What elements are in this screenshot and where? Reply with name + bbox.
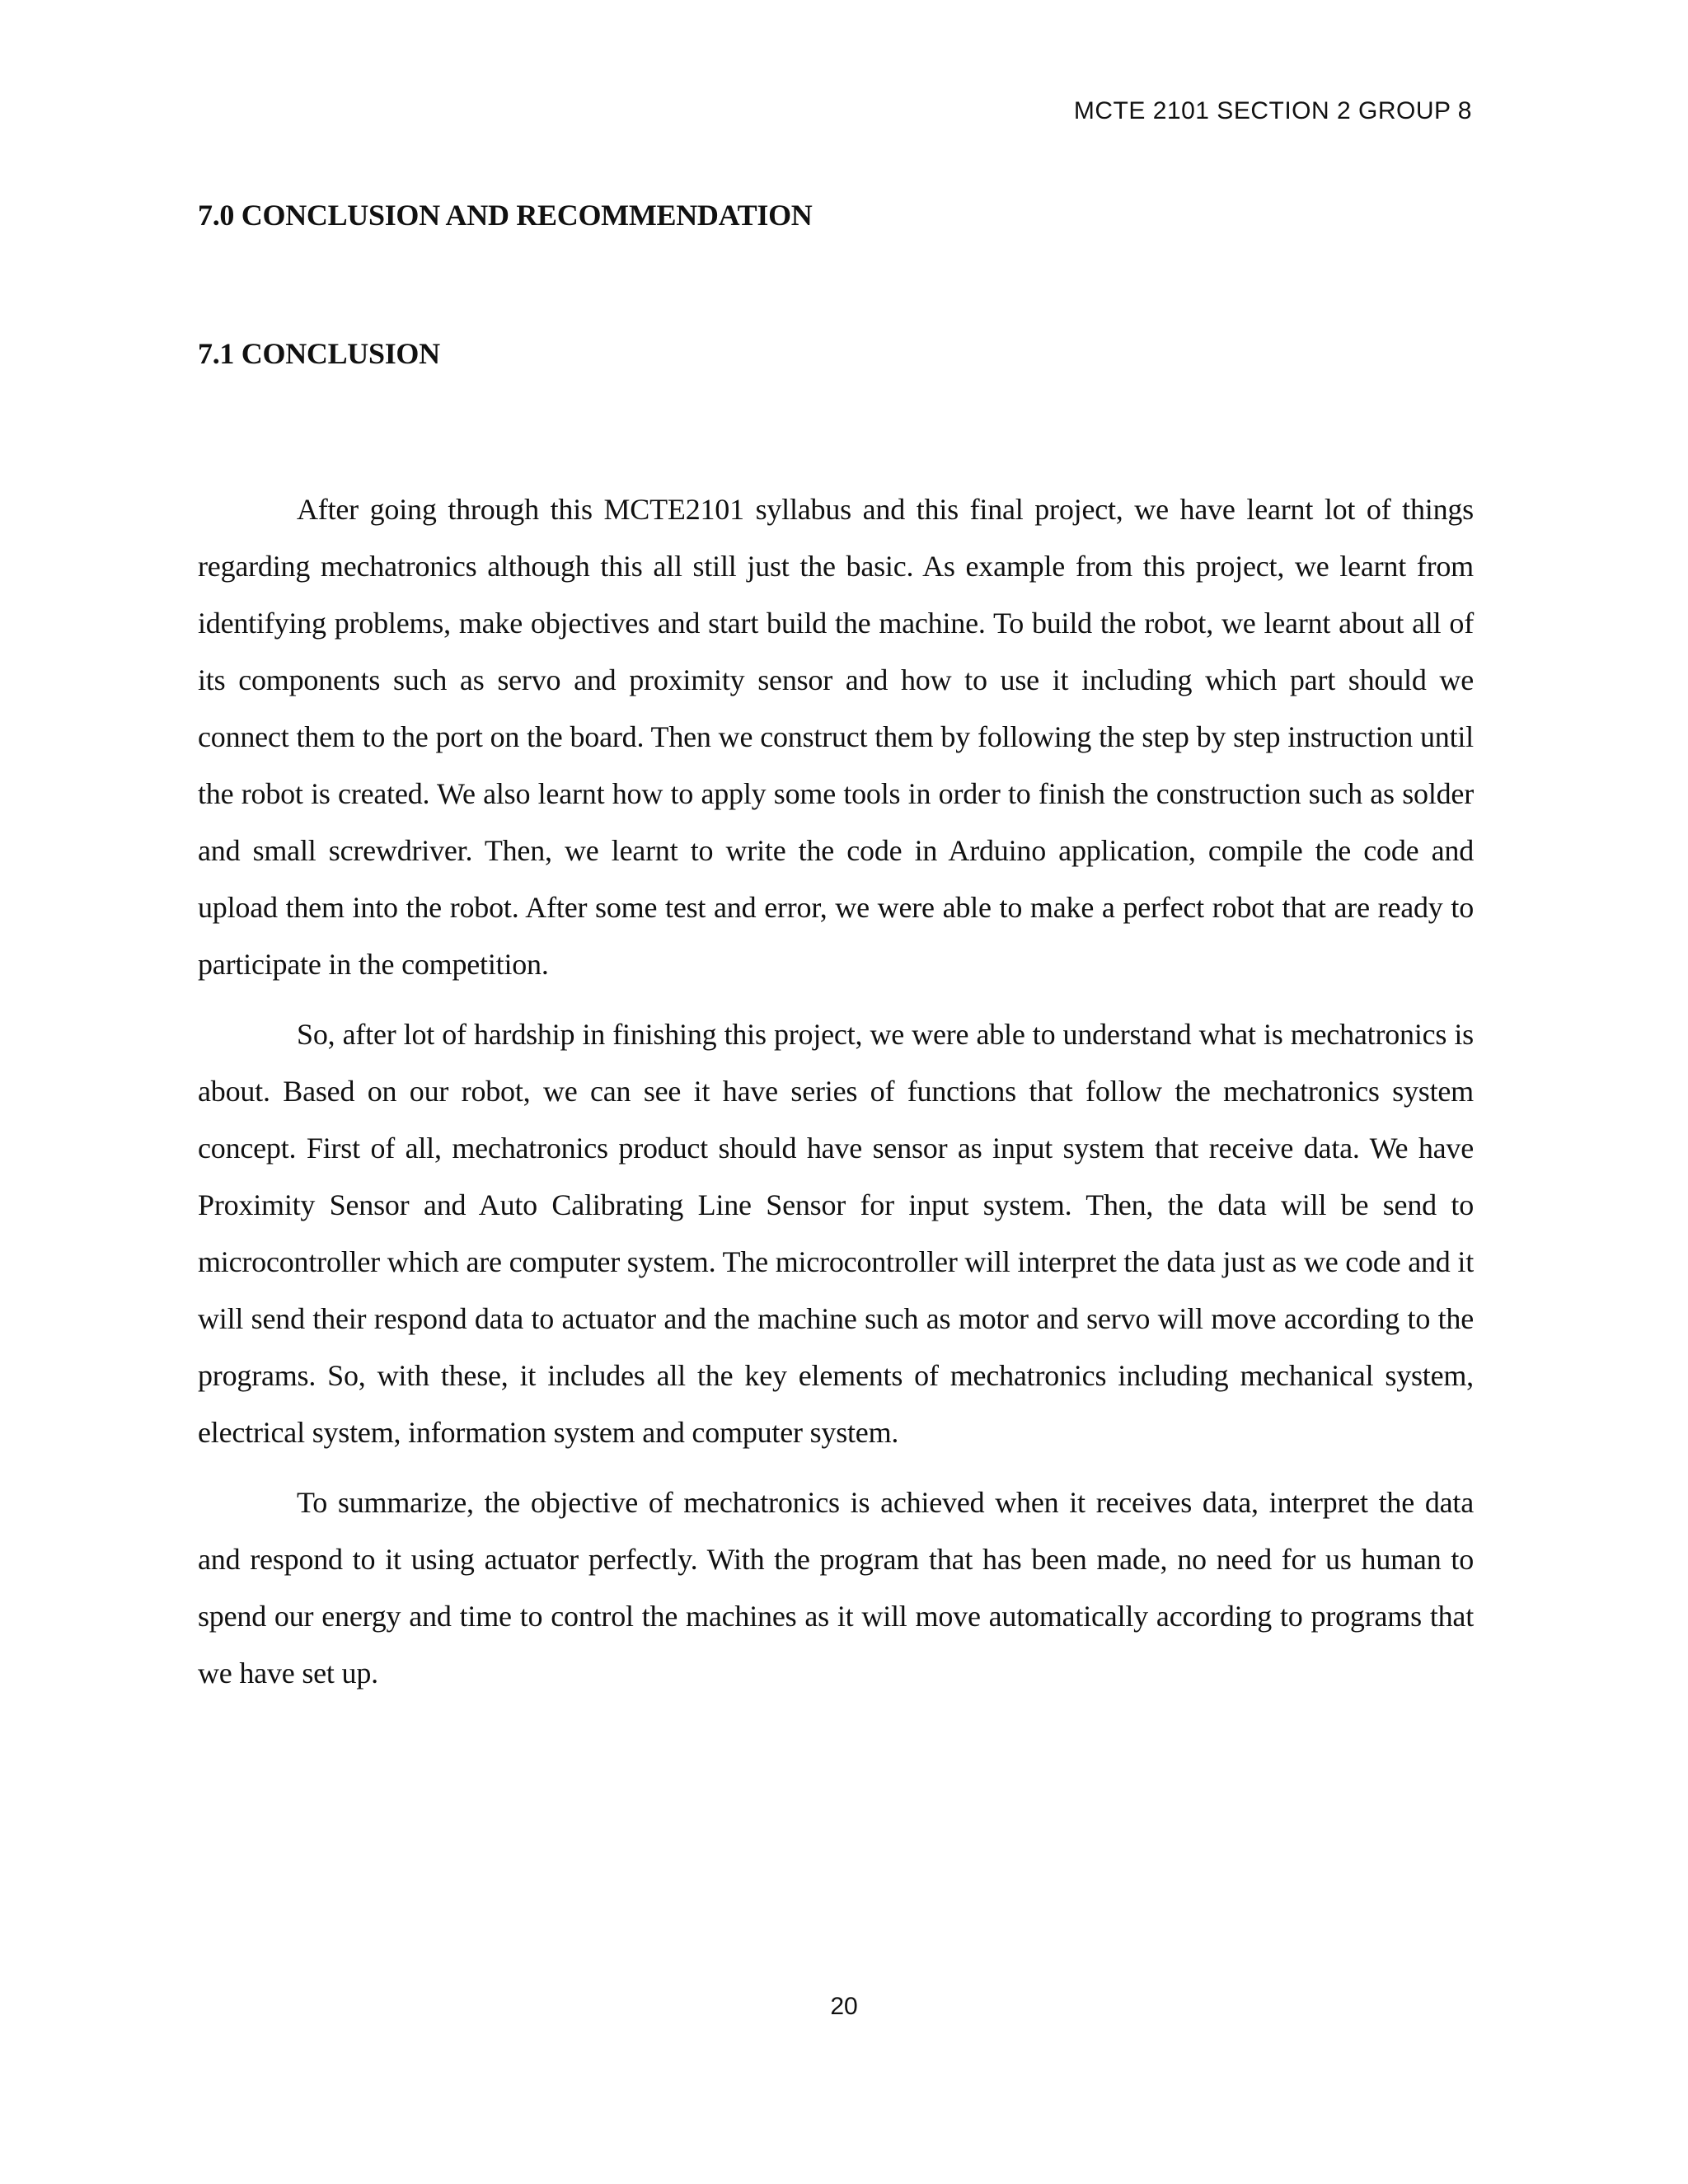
running-header: MCTE 2101 SECTION 2 GROUP 8 [1073, 97, 1472, 124]
page-content [198, 194, 1474, 1702]
paragraph-2: So, after lot of hardship in finishing this project, we were able to understand what is mechatronics is about. Based on our robot, we can see it have series of functions that follow the mechatronics system concept. First of all, mechatronics product should have sensor as input system that receive data. We have Proximity Sensor and Auto Calibrating Line Sensor for input system. Then, the data will be send to microcontroller which are computer system. The microcontroller will interpret the data just as we code and it will send their respond data to actuator and the machine such as motor and servo will move according to the programs. So, with these, it includes all the key elements of mechatronics including mechanical system, electrical system, information system and computer system. [198, 1018, 1475, 1449]
paragraph-3: To summarize, the objective of mechatronics is achieved when it receives data, interpret the data and respond to it using actuator perfectly. With the program that has been made, no need for us human to spend our energy and time to control the machines as it will move automatically according to programs that we have set up. [198, 1486, 1474, 1690]
section-heading: 7.1 CONCLUSION [198, 337, 440, 370]
page-number: 20 [830, 1993, 858, 2020]
chapter-heading: 7.0 CONCLUSION AND RECOMMENDATION [198, 199, 813, 232]
paragraph-1: After going through this MCTE2101 syllabus and this final project, we have learnt lot of things regarding mechatronics although this all still just the basic. As example from this project, we learnt from identifying problems, make objectives and start build the machine. To build the robot, we learnt about all of its components such as servo and proximity sensor and how to use it including which part should we connect them to the port on the board. Then we construct them by following the step by step instruction until the robot is created. We also learnt how to apply some tools in order to finish the construction such as solder and small screwdriver. Then, we learnt to write the code in Arduino application, compile the code and upload them into the robot. After some test and error, we were able to make a perfect robot that are ready to participate in the competition. [198, 493, 1474, 981]
